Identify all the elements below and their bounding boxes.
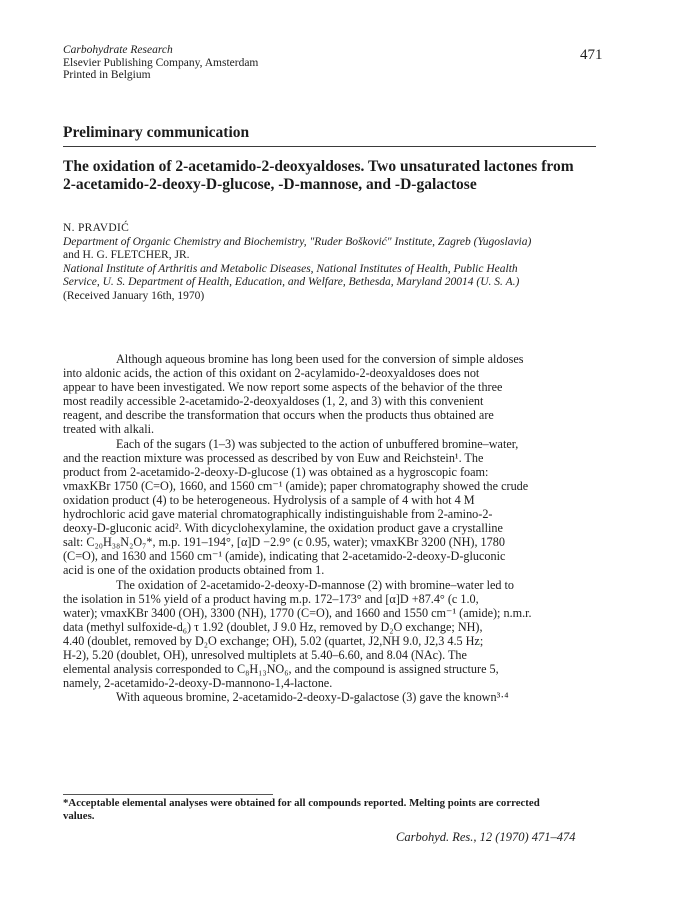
section-divider <box>63 146 596 147</box>
title-line: 2-acetamido-2-deoxy-D-glucose, -D-mannose, and -D-galactose <box>63 175 477 193</box>
body-line: reagent, and describe the transformation that occurs when the products thus obtained are <box>63 408 494 423</box>
body-line: the isolation in 51% yield of a product having m.p. 172–173° and [α]D +87.4° (c 1.0, <box>63 591 479 606</box>
title-line: The oxidation of 2-acetamido-2-deoxyaldoses. Two unsaturated lactones from <box>63 158 574 175</box>
author-affiliation: National Institute of Arthritis and Metabolic Diseases, National Institutes of Health, Public Health <box>63 262 518 275</box>
footnote-divider <box>63 794 273 795</box>
journal-name: Carbohydrate Research <box>63 44 173 56</box>
body-line: acid is one of the oxidation products obtained from 1. <box>63 563 325 578</box>
section-heading: Preliminary communication <box>63 124 250 141</box>
body-line: product from 2-acetamido-2-deoxy-D-glucose (1) was obtained as a hygroscopic foam: <box>63 464 489 479</box>
body-line: and the reaction mixture was processed as described by von Euw and Reichstein¹. The <box>63 450 484 465</box>
body-line: With aqueous bromine, 2-acetamido-2-deoxy-D-galactose (3) gave the known³·⁴ <box>116 690 509 705</box>
footnote-line: *Acceptable elemental analyses were obtained for all compounds reported. Melting points are corrected <box>63 797 540 809</box>
footnote <box>63 797 631 822</box>
author-name: and H. G. FLETCHER, JR. <box>63 249 190 261</box>
author-affiliation: Service, U. S. Department of Health, Education, and Welfare, Bethesda, Maryland 20014 (U. S. A.) <box>63 276 520 288</box>
journal-header <box>63 44 258 82</box>
body-line: oxidation product (4) to be heterogeneous. Hydrolysis of a sample of 4 with hot 4 M <box>63 492 475 507</box>
body-line: treated with alkali. <box>63 422 155 437</box>
body-line: Each of the sugars (1–3) was subjected to the action of unbuffered bromine–water, <box>116 436 519 451</box>
footnote-line: values. <box>63 809 95 822</box>
author-block <box>63 222 623 303</box>
body-line: water); νmaxKBr 3400 (OH), 3300 (NH), 1770 (C=O), and 1660 and 1550 cm⁻¹ (amide); n.m.r. <box>63 605 532 620</box>
body-line: (C=O), and 1630 and 1560 cm⁻¹ (amide), indicating that 2-acetamido-2-deoxy-D-gluconic <box>63 549 506 564</box>
author-name: N. PRAVDIĆ <box>63 222 130 234</box>
journal-printed: Printed in Belgium <box>63 69 151 81</box>
page-number: 471 <box>580 47 603 63</box>
journal-publisher: Elsevier Publishing Company, Amsterdam <box>63 56 259 69</box>
body-line: Although aqueous bromine has long been used for the conversion of simple aldoses <box>116 352 524 366</box>
article-body <box>63 352 631 704</box>
body-line: elemental analysis corresponded to C₈H₁₃NO₆, and the compound is assigned structure 5, <box>63 662 499 677</box>
body-line: most readily accessible 2-acetamido-2-deoxyaldoses (1, 2, and 3) with this convenient <box>63 394 484 409</box>
body-line: deoxy-D-gluconic acid². With dicyclohexylamine, the oxidation product gave a crystalline <box>63 521 503 536</box>
body-line: namely, 2-acetamido-2-deoxy-D-mannono-1,4-lactone. <box>63 676 333 691</box>
author-affiliation: Department of Organic Chemistry and Biochemistry, "Ruder Bošković" Institute, Zagreb (Yugoslavia) <box>63 235 532 248</box>
body-line: salt: C₂₀H₃₈N₂O₇*, m.p. 191–194°, [α]D −2.9° (c 0.95, water); νmaxKBr 3200 (NH), 1780 <box>63 535 505 550</box>
body-line: νmaxKBr 1750 (C=O), 1660, and 1560 cm⁻¹ (amide); paper chromatography showed the crude <box>63 478 529 493</box>
body-line: into aldonic acids, the action of this oxidant on 2-acylamido-2-deoxyaldoses does not <box>63 366 480 381</box>
body-line: data (methyl sulfoxide-d₆) τ 1.92 (doublet, J 9.0 Hz, removed by D₂O exchange; NH), <box>63 619 483 634</box>
body-line: 4.40 (doublet, removed by D₂O exchange; OH), 5.02 (quartet, J2,NH 9.0, J2,3 4.5 Hz; <box>63 633 484 648</box>
article-title <box>63 158 603 193</box>
body-line: appear to have been investigated. We now report some aspects of the behavior of the three <box>63 380 503 395</box>
received-date: (Received January 16th, 1970) <box>63 289 205 302</box>
body-line: hydrochloric acid gave material chromatographically indistinguishable from 2-amino-2- <box>63 507 493 522</box>
body-line: The oxidation of 2-acetamido-2-deoxy-D-mannose (2) with bromine–water led to <box>116 577 514 592</box>
journal-citation: Carbohyd. Res., 12 (1970) 471–474 <box>396 830 576 844</box>
body-line: H-2), 5.20 (doublet, OH), unresolved multiplets at 5.40–6.60, and 8.04 (NAc). The <box>63 647 467 662</box>
